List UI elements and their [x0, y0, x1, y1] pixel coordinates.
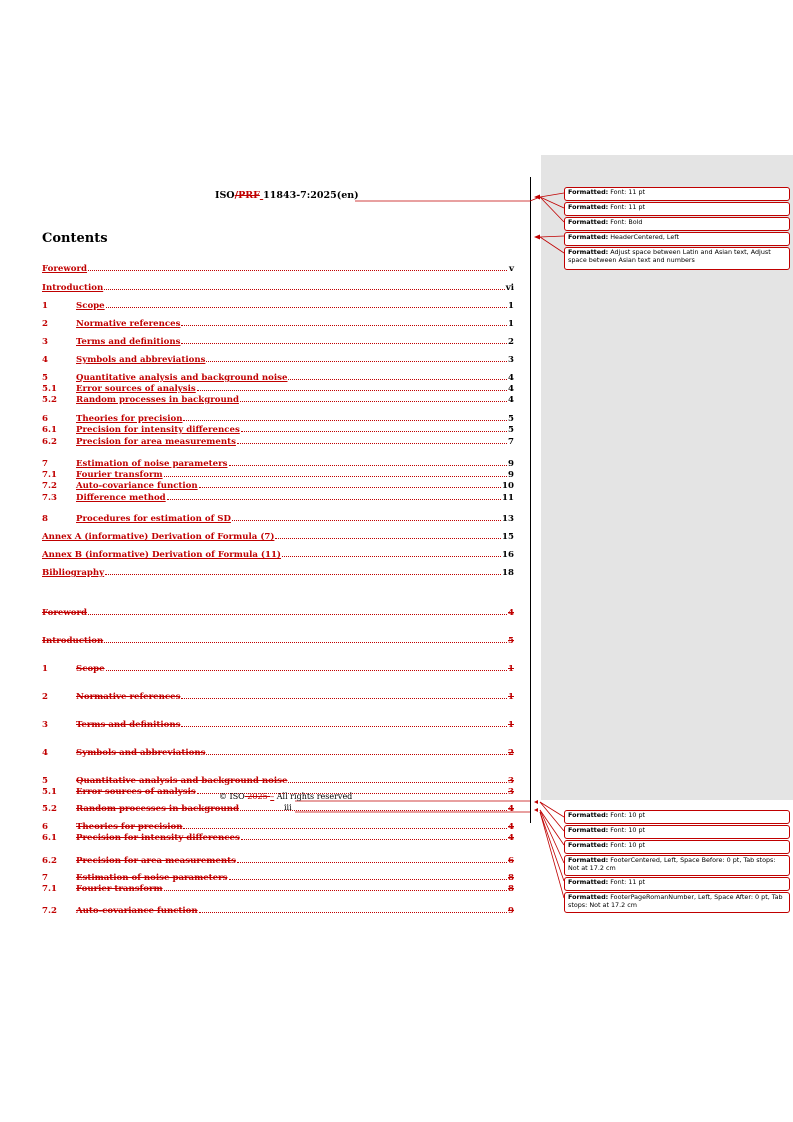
toc-old-entry-page: 4 — [508, 608, 514, 618]
toc-old-entry-title: Terms and definitions — [76, 720, 181, 730]
toc-old-entry-label — [42, 873, 228, 883]
toc-entry-number: 2 — [42, 319, 48, 329]
header-deleted-text: /PRF — [234, 190, 260, 201]
toc-old-entry-label — [42, 636, 103, 646]
page-number: iii — [284, 803, 292, 812]
dot-leader — [237, 861, 507, 863]
toc-old-entry[interactable] — [42, 804, 514, 814]
formatting-comment-label: Formatted: — [568, 841, 609, 849]
formatting-comment[interactable] — [564, 825, 790, 839]
toc-entry[interactable] — [42, 301, 514, 311]
toc-entry-title: Introduction — [42, 283, 104, 293]
toc-old-entry-title: Introduction — [42, 636, 104, 646]
dot-leader — [181, 342, 507, 344]
dot-leader — [105, 573, 501, 575]
toc-entry-number: 7.2 — [42, 481, 57, 491]
toc-old-entry-number: 1 — [42, 664, 48, 674]
dot-leader — [241, 838, 507, 840]
toc-entry-label — [42, 355, 205, 365]
toc-entry-number: 3 — [42, 337, 48, 347]
toc-old-entry-page: 1 — [508, 692, 514, 702]
page-title: Contents — [42, 231, 108, 246]
toc-entry-page: 4 — [508, 373, 514, 383]
dot-leader — [181, 697, 507, 699]
toc-entry-page: 1 — [508, 301, 514, 311]
dot-leader — [167, 498, 501, 500]
toc-entry-title: Scope — [76, 301, 105, 311]
dot-leader — [183, 827, 507, 829]
toc-entry[interactable] — [42, 384, 514, 394]
toc-old-entry-label — [42, 822, 182, 832]
toc-entry-label — [42, 481, 198, 491]
toc-old-entry-page: 3 — [508, 776, 514, 786]
toc-entry-title: Annex B (informative) Derivation of Formula (11) — [42, 550, 282, 560]
toc-entry-label — [42, 384, 196, 394]
dot-leader — [181, 725, 507, 727]
formatting-comment[interactable] — [564, 247, 790, 270]
toc-old-entry-title: Theories for precision — [76, 822, 183, 832]
toc-entry[interactable] — [42, 319, 514, 329]
toc-old-entry[interactable] — [42, 664, 514, 674]
toc-entry-number: 5.1 — [42, 384, 57, 394]
toc-entry-page: 1 — [508, 319, 514, 329]
dot-leader — [206, 360, 507, 362]
toc-entry-label — [42, 264, 87, 274]
formatting-comment-label: Formatted: — [568, 878, 609, 886]
toc-old-entry[interactable] — [42, 776, 514, 786]
footer-rights: All rights reserved — [274, 792, 353, 801]
toc-old-entry-number: 4 — [42, 748, 48, 758]
dot-leader — [282, 555, 501, 557]
toc-old-entry-title: Fourier transform — [76, 884, 163, 894]
formatting-comment-label: Formatted: — [568, 218, 609, 226]
toc-entry-number: 4 — [42, 355, 48, 365]
toc-old-entry-title: Symbols and abbreviations — [76, 748, 206, 758]
header-prefix: ISO — [215, 190, 235, 201]
toc-entry-label — [42, 414, 182, 424]
toc-entry-title: Precision for intensity differences — [76, 425, 240, 435]
toc-old-entry-page: 8 — [508, 884, 514, 894]
toc-old-entry-page: 1 — [508, 664, 514, 674]
toc-entry[interactable] — [42, 373, 514, 383]
page-footer-copyright — [219, 792, 352, 801]
formatting-comment[interactable] — [564, 877, 790, 891]
toc-entry-number: 7.1 — [42, 470, 57, 480]
formatting-comment[interactable] — [564, 232, 790, 246]
dot-leader — [237, 442, 507, 444]
toc-entry-title: Theories for precision — [76, 414, 183, 424]
toc-entry-number: 6 — [42, 414, 48, 424]
formatting-comment-label: Formatted: — [568, 233, 609, 241]
toc-old-entry-number: 7 — [42, 873, 48, 883]
formatting-comment-text: HeaderCentered, Left — [608, 233, 679, 241]
toc-entry[interactable] — [42, 459, 514, 469]
formatting-comment-text: Adjust space between Latin and Asian text, Adjust space between Asian text and numbers — [568, 248, 771, 264]
toc-entry-page: 2 — [508, 337, 514, 347]
toc-old-entry-page: 8 — [508, 873, 514, 883]
toc-entry-page: 10 — [502, 481, 514, 491]
toc-old-entry-title: Estimation of noise parameters — [76, 873, 228, 883]
formatting-comment-text: Font: 11 pt — [608, 203, 646, 211]
toc-old-entry-label — [42, 664, 105, 674]
toc-old-entry-label — [42, 608, 87, 618]
dot-leader — [229, 878, 508, 880]
formatting-comment-text: Font: 11 pt — [608, 878, 646, 886]
toc-entry-label — [42, 425, 240, 435]
toc-entry-title: Quantitative analysis and background noise — [76, 373, 288, 383]
toc-entry-title: Terms and definitions — [76, 337, 181, 347]
dot-leader — [232, 519, 501, 521]
formatting-comment[interactable] — [564, 217, 790, 231]
dot-leader — [229, 464, 508, 466]
toc-entry-label — [42, 459, 228, 469]
toc-old-entry[interactable] — [42, 873, 514, 883]
toc-entry-title: Precision for area measurements — [76, 437, 236, 447]
toc-old-entry-page: 1 — [508, 720, 514, 730]
page-header — [215, 190, 359, 201]
toc-old-entry-title: Auto-covariance function — [76, 906, 198, 916]
formatting-comment-label: Formatted: — [568, 893, 609, 901]
toc-entry-page: 4 — [508, 395, 514, 405]
dot-leader — [288, 378, 507, 380]
toc-entry-page: 5 — [508, 425, 514, 435]
toc-entry-title: Symbols and abbreviations — [76, 355, 206, 365]
toc-old-entry-label — [42, 748, 205, 758]
dot-leader — [240, 809, 507, 811]
toc-entry-label — [42, 532, 274, 542]
toc-old-entry-number: 6 — [42, 822, 48, 832]
toc-entry[interactable] — [42, 414, 514, 424]
toc-entry[interactable] — [42, 283, 514, 293]
toc-old-entry[interactable] — [42, 884, 514, 894]
formatting-comment-label: Formatted: — [568, 203, 609, 211]
formatting-comment-label: Formatted: — [568, 188, 609, 196]
toc-old-entry-title: Scope — [76, 664, 105, 674]
toc-entry[interactable] — [42, 514, 514, 524]
toc-old-entry[interactable] — [42, 608, 514, 618]
header-suffix: 11843-7:2025(en) — [263, 190, 359, 201]
toc-entry-title: Bibliography — [42, 568, 105, 578]
formatting-comment[interactable] — [564, 810, 790, 824]
toc-entry[interactable] — [42, 568, 514, 578]
formatting-comment-text: FooterPageRomanNumber, Left, Space After: 0 pt, Tab stops: Not at 17.2 cm — [568, 893, 783, 909]
formatting-comment-text: FooterCentered, Left, Space Before: 0 pt, Tab stops: Not at 17.2 cm — [568, 856, 776, 872]
formatting-comment[interactable] — [564, 855, 790, 876]
toc-old-entry-number: 5 — [42, 776, 48, 786]
toc-old-entry-label — [42, 692, 180, 702]
toc-entry-title: Error sources of analysis — [76, 384, 196, 394]
toc-entry-number: 7.3 — [42, 493, 57, 503]
toc-old-entry[interactable] — [42, 822, 514, 832]
toc-old-entry-number: 7.1 — [42, 884, 57, 894]
toc-entry-label — [42, 493, 166, 503]
toc-entry-label — [42, 337, 180, 347]
formatting-comment[interactable] — [564, 892, 790, 913]
toc-entry-page: 3 — [508, 355, 514, 365]
toc-old-entry-label — [42, 776, 287, 786]
toc-old-entry-label — [42, 884, 163, 894]
dot-leader — [183, 419, 507, 421]
dot-leader — [275, 537, 501, 539]
formatting-comment-text: Font: Bold — [608, 218, 643, 226]
toc-entry-number: 6.1 — [42, 425, 57, 435]
toc-entry-page: 9 — [508, 459, 514, 469]
toc-entry-label — [42, 437, 236, 447]
toc-entry-title: Difference method — [76, 493, 166, 503]
toc-old-entry-title: Precision for intensity differences — [76, 833, 240, 843]
toc-entry-number: 6.2 — [42, 437, 57, 447]
formatting-comment-text: Font: 11 pt — [608, 188, 646, 196]
toc-entry-number: 5.2 — [42, 395, 57, 405]
toc-entry-number: 5 — [42, 373, 48, 383]
footer-inserted-text: – — [270, 792, 275, 801]
toc-entry-label — [42, 301, 105, 311]
toc-old-entry-number: 5.2 — [42, 804, 57, 814]
toc-old-entry-page: 5 — [508, 636, 514, 646]
toc-entry[interactable] — [42, 470, 514, 480]
toc-old-entry-label — [42, 720, 180, 730]
toc-old-entry-label — [42, 906, 198, 916]
toc-old-entry-label — [42, 787, 196, 797]
formatting-comment-text: Font: 10 pt — [608, 811, 646, 819]
toc-entry[interactable] — [42, 481, 514, 491]
toc-old-entry-page: 4 — [508, 822, 514, 832]
toc-entry-page: 5 — [508, 414, 514, 424]
toc-entry-label — [42, 470, 163, 480]
dot-leader — [199, 911, 507, 913]
dot-leader — [106, 669, 507, 671]
toc-entry-title: Foreword — [42, 264, 88, 274]
toc-old-entry[interactable] — [42, 720, 514, 730]
toc-old-entry-title: Error sources of analysis — [76, 787, 196, 797]
toc-old-entry-title: Foreword — [42, 608, 88, 618]
toc-old-entry-number: 7.2 — [42, 906, 57, 916]
toc-entry-label — [42, 373, 287, 383]
formatting-comment[interactable] — [564, 840, 790, 854]
toc-entry-title: Normative references — [76, 319, 181, 329]
dot-leader — [199, 486, 501, 488]
toc-entry[interactable] — [42, 532, 514, 542]
toc-entry-page: 11 — [502, 493, 514, 503]
toc-old-entry-page: 3 — [508, 787, 514, 797]
dot-leader — [197, 389, 507, 391]
dot-leader — [240, 400, 507, 402]
toc-entry-page: vi — [505, 283, 514, 293]
toc-entry-title: Estimation of noise parameters — [76, 459, 228, 469]
formatting-comment-text: Font: 10 pt — [608, 841, 646, 849]
toc-entry[interactable] — [42, 437, 514, 447]
dot-leader — [241, 430, 507, 432]
formatting-comment-label: Formatted: — [568, 856, 609, 864]
formatting-comment-text: Font: 10 pt — [608, 826, 646, 834]
toc-old-entry-page: 4 — [508, 833, 514, 843]
dot-leader — [104, 288, 505, 290]
toc-entry-page: v — [509, 264, 514, 274]
formatting-comment-label: Formatted: — [568, 826, 609, 834]
dot-leader — [88, 269, 507, 271]
toc-entry[interactable] — [42, 550, 514, 560]
dot-leader — [106, 306, 507, 308]
dot-leader — [206, 753, 507, 755]
toc-entry-label — [42, 514, 231, 524]
formatting-comment[interactable] — [564, 202, 790, 216]
toc-entry-page: 18 — [502, 568, 514, 578]
toc-old-entry-number: 6.2 — [42, 856, 57, 866]
footer-deleted-text: 2025 — [244, 792, 271, 801]
toc-entry-page: 15 — [502, 532, 514, 542]
toc-old-entry[interactable] — [42, 692, 514, 702]
toc-old-entry[interactable] — [42, 833, 514, 843]
toc-entry-label — [42, 283, 103, 293]
toc-entry-page: 4 — [508, 384, 514, 394]
toc-entry-page: 9 — [508, 470, 514, 480]
toc-old-entry-label — [42, 856, 236, 866]
toc-old-entry-page: 2 — [508, 748, 514, 758]
toc-entry-title: Fourier transform — [76, 470, 163, 480]
toc-old-entry-number: 5.1 — [42, 787, 57, 797]
toc-old-entry-title: Quantitative analysis and background noise — [76, 776, 288, 786]
toc-entry[interactable] — [42, 493, 514, 503]
toc-entry-title: Random processes in background — [76, 395, 239, 405]
toc-entry-title: Procedures for estimation of SD — [76, 514, 231, 524]
toc-entry[interactable] — [42, 355, 514, 365]
formatting-comment-label: Formatted: — [568, 811, 609, 819]
footer-copyright: © ISO — [219, 792, 245, 801]
dot-leader — [288, 781, 507, 783]
toc-old-entry-label — [42, 833, 240, 843]
toc-entry-title: Annex A (informative) Derivation of Formula (7) — [42, 532, 275, 542]
toc-old-entry[interactable] — [42, 856, 514, 866]
toc-old-entry-number: 3 — [42, 720, 48, 730]
toc-old-entry-page: 9 — [508, 906, 514, 916]
toc-old-entry[interactable] — [42, 906, 514, 916]
toc-entry-page: 16 — [502, 550, 514, 560]
toc-entry-label — [42, 319, 180, 329]
toc-entry-number: 8 — [42, 514, 48, 524]
toc-entry[interactable] — [42, 425, 514, 435]
toc-old-entry-label — [42, 804, 239, 814]
toc-entry-label — [42, 550, 281, 560]
toc-entry-label — [42, 395, 239, 405]
toc-old-entry[interactable] — [42, 636, 514, 646]
dot-leader — [164, 475, 507, 477]
toc-entry-label — [42, 568, 104, 578]
toc-old-entry[interactable] — [42, 748, 514, 758]
formatting-comment-label: Formatted: — [568, 248, 609, 256]
toc-entry-page: 13 — [502, 514, 514, 524]
toc-old-entry-page: 4 — [508, 804, 514, 814]
toc-old-entry-page: 6 — [508, 856, 514, 866]
toc-entry-page: 7 — [508, 437, 514, 447]
toc-entry[interactable] — [42, 264, 514, 274]
toc-entry[interactable] — [42, 337, 514, 347]
toc-old-entry-title: Random processes in background — [76, 804, 239, 814]
toc-entry-title: Auto-covariance function — [76, 481, 198, 491]
toc-old-entry-title: Normative references — [76, 692, 181, 702]
toc-old-entry-title: Precision for area measurements — [76, 856, 236, 866]
dot-leader — [104, 641, 507, 643]
toc-old-entry-number: 6.1 — [42, 833, 57, 843]
toc-old-entry-number: 2 — [42, 692, 48, 702]
toc-entry-number: 1 — [42, 301, 48, 311]
dot-leader — [181, 324, 507, 326]
formatting-comment[interactable] — [564, 187, 790, 201]
dot-leader — [164, 889, 507, 891]
toc-entry-number: 7 — [42, 459, 48, 469]
toc-entry[interactable] — [42, 395, 514, 405]
dot-leader — [88, 613, 507, 615]
